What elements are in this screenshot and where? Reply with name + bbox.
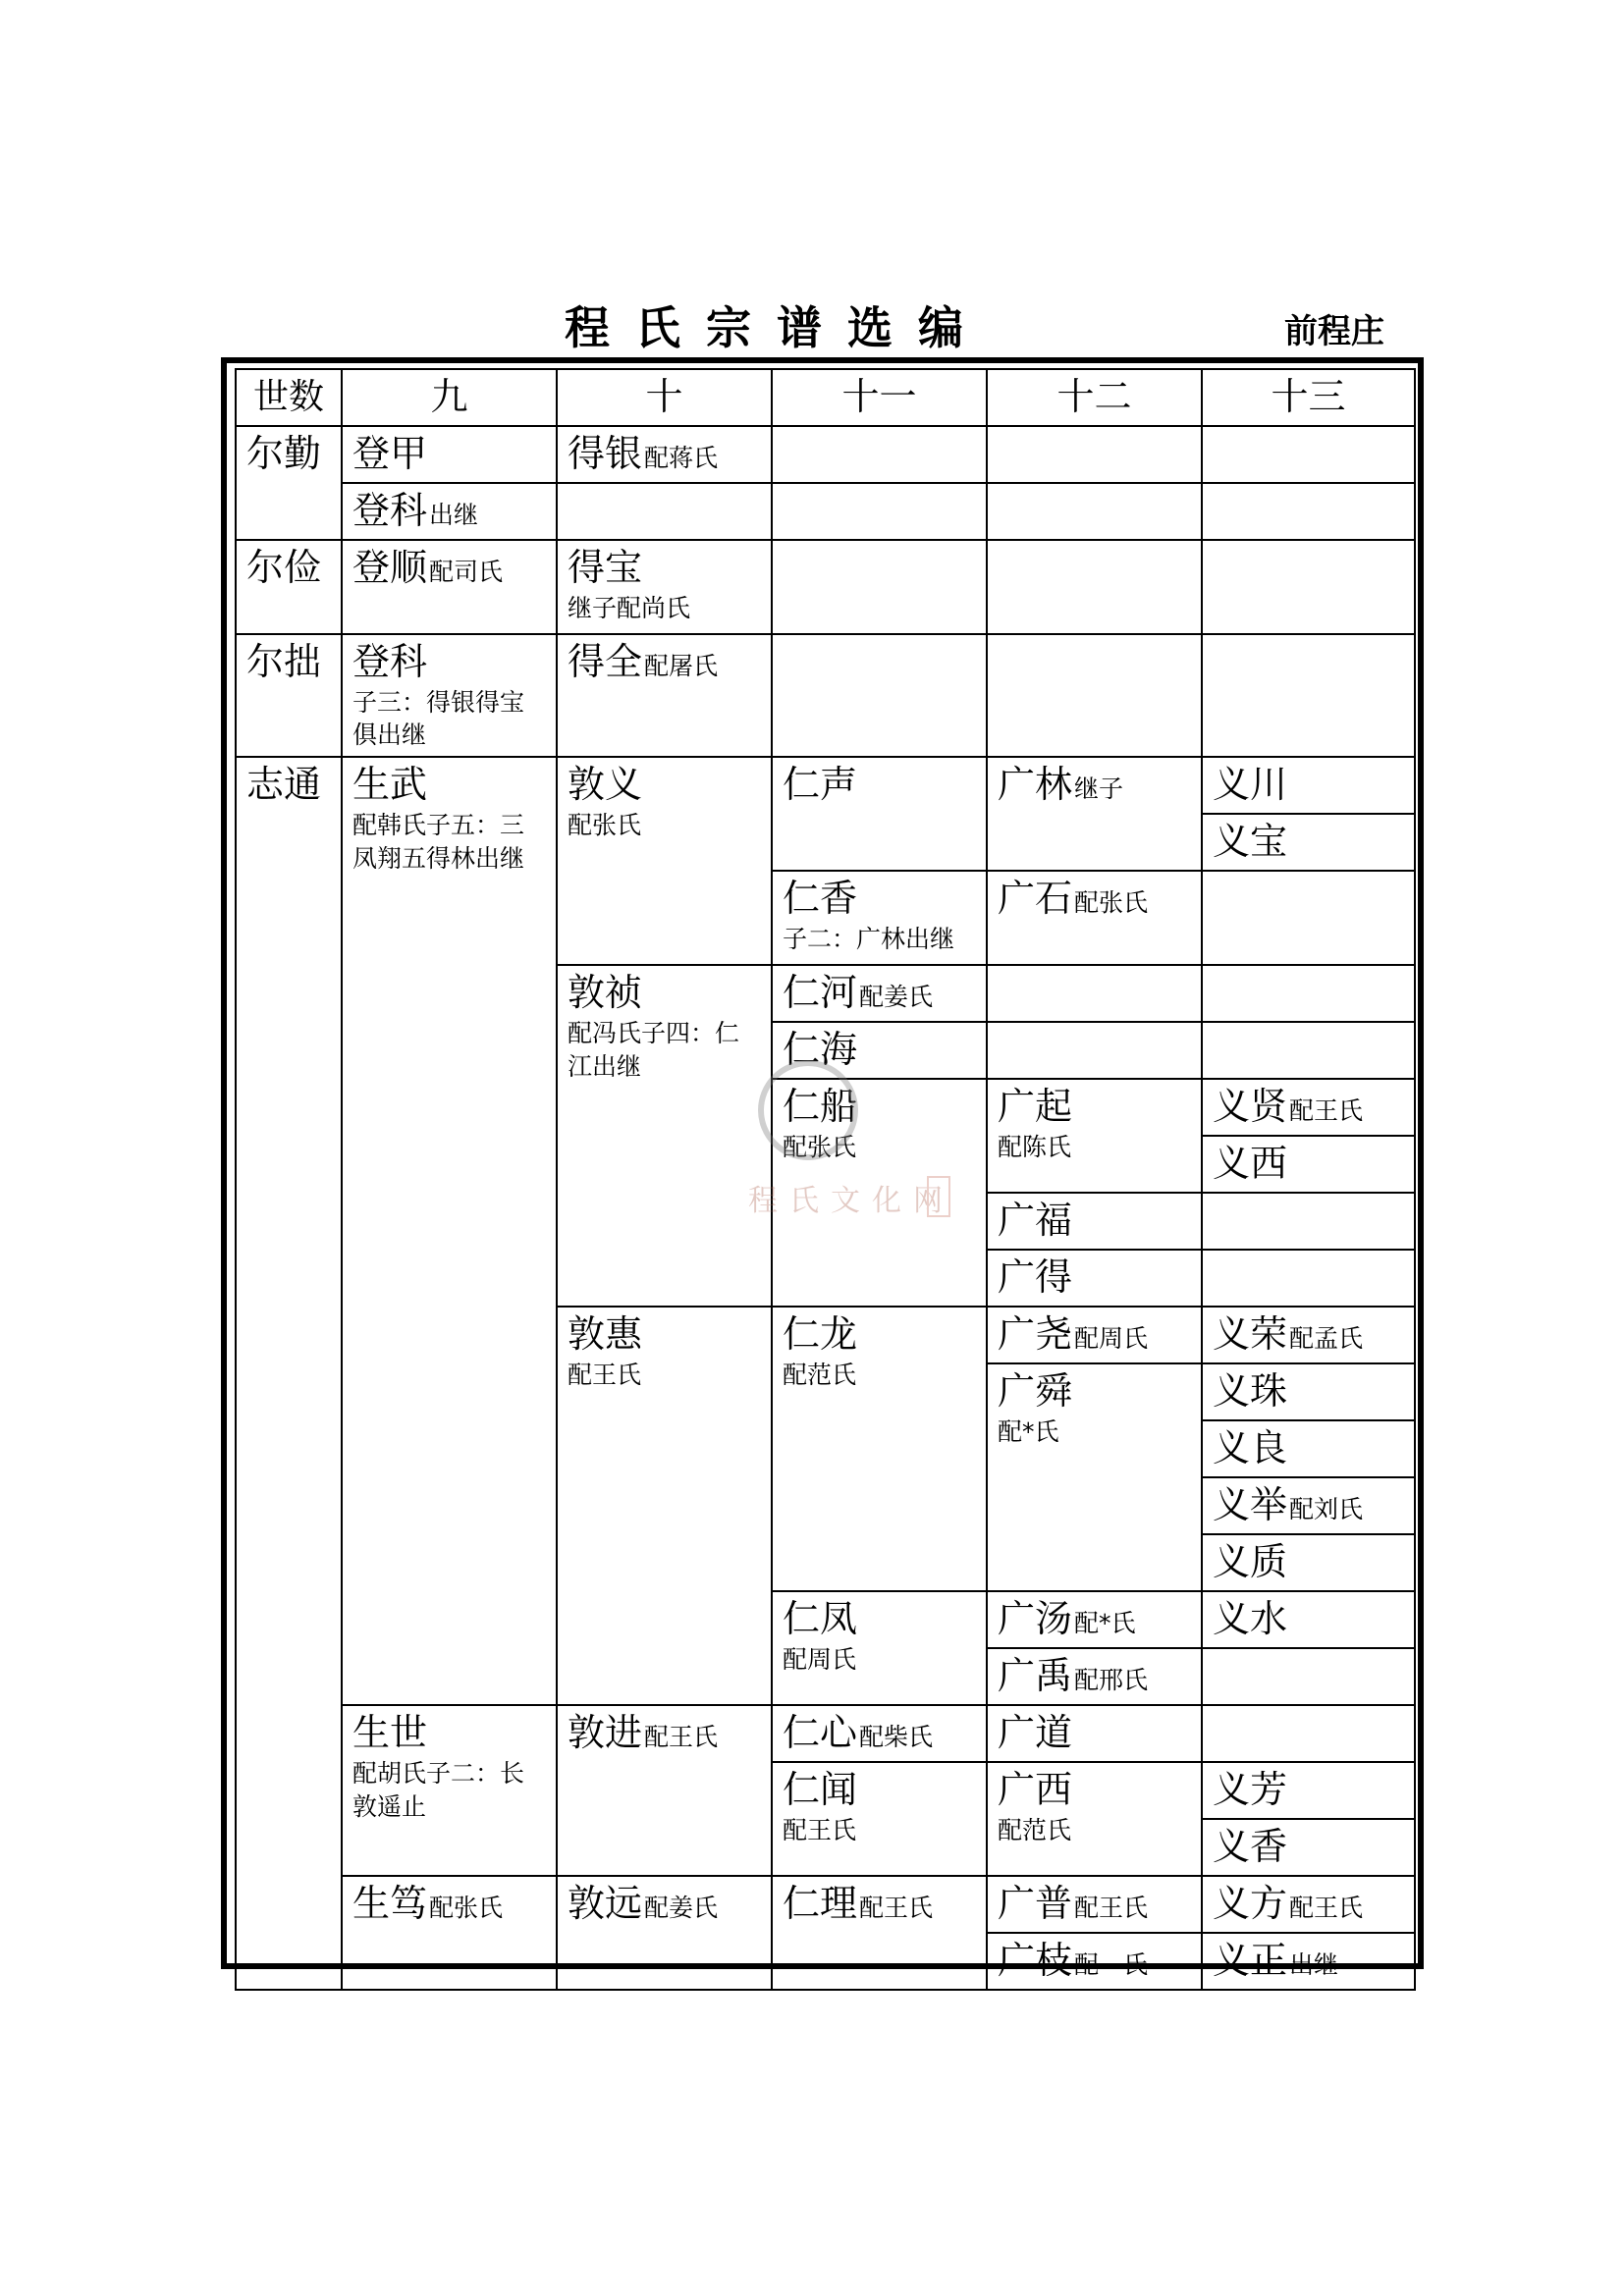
person-note: 配张氏 (1074, 888, 1149, 918)
cell (772, 1022, 987, 1079)
person-name: 广林 (998, 763, 1073, 807)
cell (772, 1307, 987, 1591)
cell (236, 634, 342, 757)
cell (1202, 1079, 1415, 1136)
empty-cell (987, 965, 1202, 1022)
person-name: 义水 (1213, 1597, 1288, 1641)
person-name: 得全 (568, 640, 643, 683)
person-name: 登顺 (352, 546, 428, 589)
empty-cell (1202, 1193, 1415, 1250)
cell (342, 1876, 557, 1990)
header-row (236, 369, 1415, 426)
empty-cell (1202, 634, 1415, 757)
person-name: 尔勤 (246, 432, 322, 475)
person-name: 广西 (998, 1768, 1073, 1812)
empty-cell (987, 426, 1202, 483)
person-note: 配蒋氏 (644, 444, 719, 472)
person-name: 义芳 (1213, 1768, 1288, 1812)
place-name: 前程庄 (1284, 312, 1384, 351)
person-name: 仁香 (783, 877, 858, 921)
person-note: 配范氏 (998, 1815, 1072, 1844)
watermark-text: 程氏文化网 (748, 1184, 954, 1218)
empty-cell (772, 483, 987, 540)
cell (236, 757, 342, 1990)
empty-cell (772, 634, 987, 757)
cell (342, 1705, 557, 1876)
cell (772, 1591, 987, 1705)
person-name: 仁凤 (783, 1597, 858, 1641)
person-name: 志通 (246, 763, 322, 807)
header-gen-12: 十二 (987, 369, 1202, 426)
cell (772, 1876, 987, 1990)
empty-cell (1202, 1705, 1415, 1762)
person-note: 配周氏 (783, 1644, 857, 1674)
person-note: 配王氏 (1289, 1096, 1364, 1126)
person-note: 配王氏 (568, 1360, 642, 1389)
person-note: 继子配尚氏 (568, 593, 691, 622)
person-name: 义珠 (1213, 1369, 1288, 1414)
cell (772, 965, 987, 1022)
person-name: 义香 (1213, 1825, 1288, 1869)
person-name: 仁龙 (783, 1312, 858, 1357)
person-name: 仁声 (783, 763, 858, 807)
cell (342, 483, 557, 540)
person-note: 配周氏 (1074, 1324, 1149, 1354)
cell (236, 540, 342, 634)
person-name: 生笃 (352, 1882, 428, 1926)
person-note: 配王氏 (1289, 1894, 1364, 1923)
cell (772, 1705, 987, 1762)
person-name: 登甲 (352, 432, 428, 475)
cell (1202, 1363, 1415, 1420)
person-note: 配韩氏子五：三凤翔五得林出继 (352, 810, 525, 873)
person-name: 尔拙 (246, 640, 322, 683)
person-name: 广尧 (998, 1312, 1073, 1357)
person-name: 广枝 (998, 1939, 1073, 1983)
person-name: 广普 (998, 1882, 1073, 1926)
cell (987, 1762, 1202, 1876)
cell (772, 1762, 987, 1876)
person-note: 配张氏 (429, 1894, 504, 1923)
cell (557, 540, 772, 634)
cell (987, 871, 1202, 965)
empty-cell (1202, 1250, 1415, 1307)
person-name: 广汤 (998, 1597, 1073, 1641)
empty-cell (1202, 1648, 1415, 1705)
genealogy-table (235, 368, 1416, 1991)
person-name: 仁闻 (783, 1768, 858, 1812)
person-note: 配孟氏 (1289, 1324, 1364, 1354)
person-name: 广起 (998, 1085, 1073, 1129)
cell (987, 1307, 1202, 1363)
person-note: 配范氏 (783, 1360, 857, 1389)
empty-cell (557, 483, 772, 540)
cell (772, 871, 987, 965)
cell (987, 1876, 1202, 1933)
cell (557, 1705, 772, 1876)
header-gen-10: 十 (557, 369, 772, 426)
cell (342, 634, 557, 757)
cell (342, 426, 557, 483)
person-name: 义质 (1213, 1540, 1288, 1584)
cell (1202, 1307, 1415, 1363)
person-note: 配柴氏 (859, 1723, 934, 1752)
person-name: 义贤 (1213, 1085, 1288, 1129)
person-name: 广福 (998, 1199, 1073, 1243)
person-name: 敦义 (568, 763, 643, 807)
person-note: 配*氏 (998, 1416, 1059, 1446)
cell (236, 426, 342, 540)
person-note: 配 氏 (1074, 1950, 1149, 1980)
person-note: 配刘氏 (1289, 1495, 1364, 1524)
cell (987, 757, 1202, 871)
cell (987, 1193, 1202, 1250)
person-note: 配*氏 (1074, 1609, 1136, 1638)
person-note: 子二：广林出继 (783, 924, 955, 953)
person-name: 义举 (1213, 1483, 1288, 1527)
cell (987, 1933, 1202, 1990)
header-gen-9: 九 (342, 369, 557, 426)
person-note: 配王氏 (1074, 1894, 1149, 1923)
person-name: 义宝 (1213, 820, 1288, 864)
person-note: 配王氏 (644, 1723, 719, 1752)
person-note: 配姜氏 (644, 1894, 719, 1923)
header-generation: 世数 (236, 369, 342, 426)
person-name: 义方 (1213, 1882, 1288, 1926)
person-name: 义荣 (1213, 1312, 1288, 1357)
header-gen-13: 十三 (1202, 369, 1415, 426)
person-note: 配屠氏 (644, 652, 719, 680)
empty-cell (987, 483, 1202, 540)
person-name: 登科 (352, 489, 428, 532)
empty-cell (1202, 483, 1415, 540)
person-name: 仁心 (783, 1711, 858, 1755)
person-note: 配姜氏 (859, 983, 934, 1012)
cell (1202, 1420, 1415, 1477)
cell (987, 1648, 1202, 1705)
cell (772, 757, 987, 871)
cell (1202, 1762, 1415, 1819)
person-name: 生武 (352, 763, 428, 807)
cell (342, 540, 557, 634)
person-note: 配冯氏子四：仁江出继 (568, 1018, 740, 1081)
person-name: 生世 (352, 1711, 428, 1755)
person-name: 广得 (998, 1255, 1073, 1300)
person-name: 敦祯 (568, 971, 643, 1015)
person-name: 登科 (352, 640, 428, 683)
cell (1202, 1136, 1415, 1193)
person-name: 广石 (998, 877, 1073, 921)
cell (1202, 757, 1415, 814)
person-name: 敦进 (568, 1711, 643, 1755)
person-note: 配陈氏 (998, 1132, 1072, 1161)
cell (1202, 814, 1415, 871)
person-name: 仁船 (783, 1085, 858, 1129)
cell (987, 1363, 1202, 1591)
person-name: 仁河 (783, 971, 858, 1015)
cell (987, 1705, 1202, 1762)
person-name: 广禹 (998, 1654, 1073, 1698)
empty-cell (1202, 1022, 1415, 1079)
person-note: 配司氏 (429, 558, 504, 586)
cell (557, 634, 772, 757)
empty-cell (987, 540, 1202, 634)
person-name: 敦远 (568, 1882, 643, 1926)
cell (342, 757, 557, 1705)
person-name: 义西 (1213, 1142, 1288, 1186)
cell (557, 1307, 772, 1705)
person-name: 得银 (568, 432, 643, 475)
person-name: 义正 (1213, 1939, 1288, 1983)
cell (557, 426, 772, 483)
cell (557, 965, 772, 1307)
cell (1202, 1591, 1415, 1648)
empty-cell (1202, 965, 1415, 1022)
empty-cell (772, 426, 987, 483)
cell (772, 1079, 987, 1307)
cell (987, 1250, 1202, 1307)
person-note: 出继 (1289, 1950, 1339, 1980)
person-note: 子三：得银得宝俱出继 (352, 687, 525, 750)
person-note: 配王氏 (859, 1894, 934, 1923)
person-name: 义川 (1213, 763, 1288, 807)
person-note: 配张氏 (783, 1132, 857, 1161)
header-gen-11: 十一 (772, 369, 987, 426)
person-name: 尔俭 (246, 546, 322, 589)
person-name: 仁海 (783, 1028, 858, 1072)
cell (1202, 1534, 1415, 1591)
document-title: 程氏宗谱选编 (565, 301, 989, 354)
cell (557, 1876, 772, 1990)
empty-cell (1202, 426, 1415, 483)
empty-cell (772, 540, 987, 634)
empty-cell (987, 634, 1202, 757)
empty-cell (987, 1022, 1202, 1079)
cell (1202, 1477, 1415, 1534)
person-note: 出继 (429, 501, 479, 529)
person-note: 配胡氏子二：长敦遥止 (352, 1758, 525, 1821)
person-name: 得宝 (568, 546, 643, 589)
cell (1202, 1933, 1415, 1990)
empty-cell (1202, 540, 1415, 634)
cell (987, 1591, 1202, 1648)
person-name: 仁理 (783, 1882, 858, 1926)
cell (557, 757, 772, 965)
cell (1202, 1819, 1415, 1876)
cell (987, 1079, 1202, 1193)
person-name: 广舜 (998, 1369, 1073, 1414)
person-note: 继子 (1074, 774, 1124, 804)
person-name: 广道 (998, 1711, 1073, 1755)
person-note: 配张氏 (568, 810, 642, 839)
empty-cell (1202, 871, 1415, 965)
person-note: 配王氏 (783, 1815, 857, 1844)
person-name: 敦惠 (568, 1312, 643, 1357)
cell (1202, 1876, 1415, 1933)
person-name: 义良 (1213, 1426, 1288, 1470)
person-note: 配邢氏 (1074, 1666, 1149, 1695)
